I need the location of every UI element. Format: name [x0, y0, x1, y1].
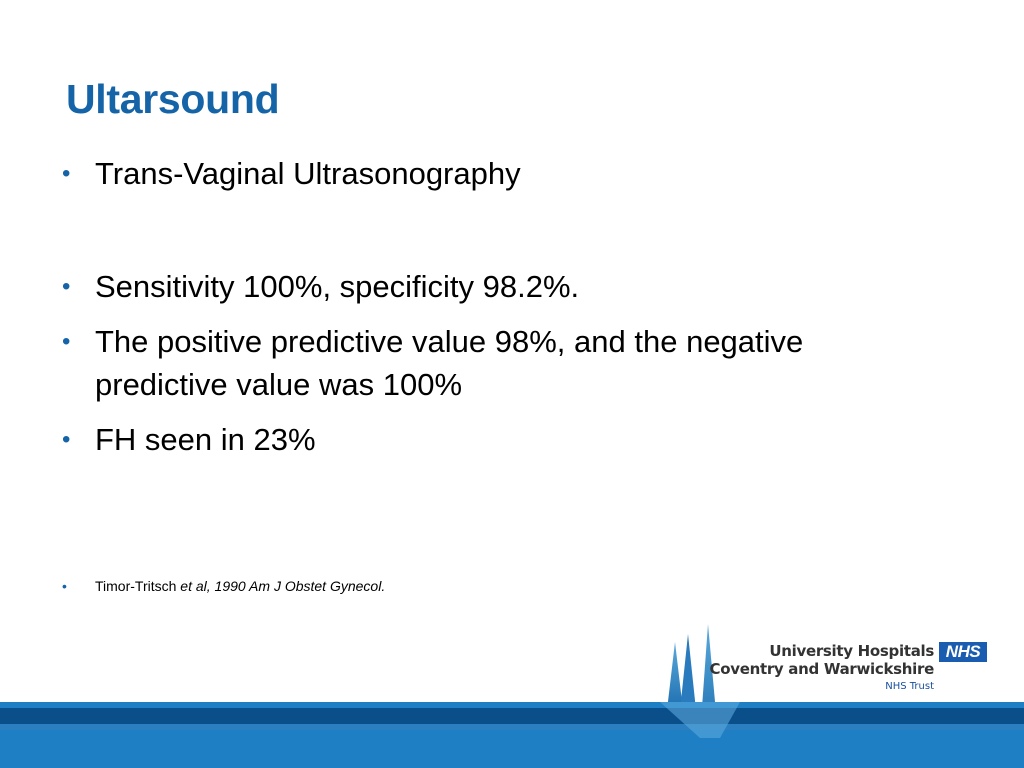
bullet-text: Trans-Vaginal Ultrasonography: [95, 156, 521, 191]
bullet-dot-icon: •: [62, 578, 67, 594]
bullet-text: FH seen in 23%: [95, 422, 316, 457]
bullet-text: The positive predictive value 98%, and the negative predictive value was 100%: [95, 324, 804, 402]
bullet-text: Sensitivity 100%, specificity 98.2%.: [95, 269, 580, 304]
bullet-dot-icon: •: [62, 273, 71, 300]
bullet-dot-icon: •: [62, 160, 71, 187]
reference-citation: [62, 576, 385, 596]
footer-band: [0, 702, 1024, 768]
bullet-list: [62, 152, 942, 461]
bullet-item: [62, 418, 942, 461]
trust-logo: [710, 642, 935, 694]
nhs-badge: NHS: [939, 642, 987, 662]
bullet-item: [62, 265, 942, 308]
reference-source: et al, 1990 Am J Obstet Gynecol.: [180, 578, 386, 594]
logo-line-university: University Hospitals: [769, 642, 934, 660]
logo-line-trust: NHS Trust: [885, 681, 934, 692]
bullet-item: [62, 152, 942, 195]
bullet-dot-icon: •: [62, 426, 71, 453]
bullet-dot-icon: •: [62, 328, 71, 355]
logo-line-region: Coventry and Warwickshire: [709, 660, 934, 678]
slide-title: Ultarsound: [66, 76, 280, 122]
bullet-item: [62, 320, 942, 406]
reference-author: Timor-Tritsch: [95, 578, 181, 594]
